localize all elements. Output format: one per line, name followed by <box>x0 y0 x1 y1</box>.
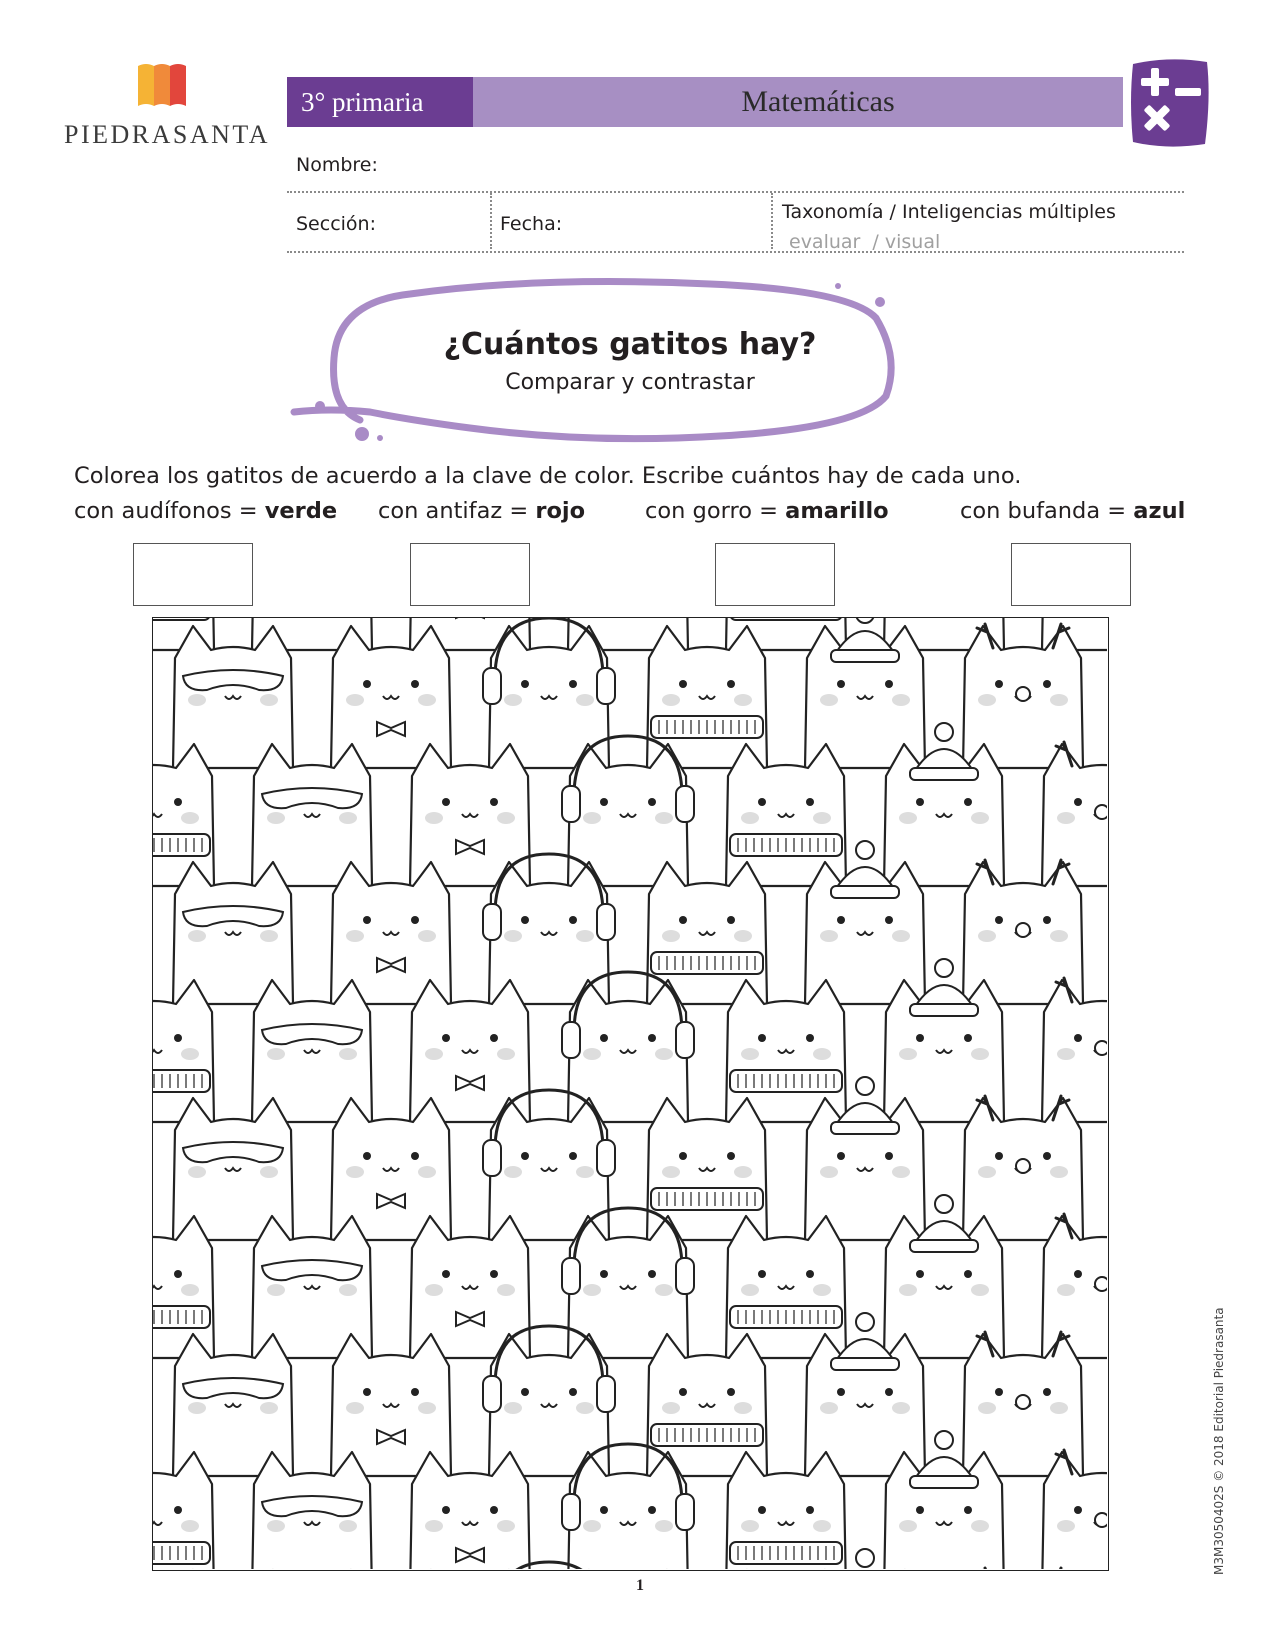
answer-box-hat[interactable] <box>715 543 835 606</box>
math-operations-icon <box>1127 58 1211 150</box>
grade-label: 3° primaria <box>287 77 473 127</box>
color-key-hat <box>645 498 889 524</box>
answer-box-headphones[interactable] <box>133 543 253 606</box>
taxonomy-value: evaluar / visual <box>789 231 941 253</box>
key-color: rojo <box>535 498 586 524</box>
answer-box-mask[interactable] <box>410 543 530 606</box>
section-label: Sección: <box>296 213 376 235</box>
activity-subtitle: Comparar y contrastar <box>505 370 755 395</box>
instruction-text: Colorea los gatitos de acuerdo a la clave de color. Escribe cuántos hay de cada uno. <box>74 463 1022 489</box>
cat-drawing <box>252 1452 372 1569</box>
cat-drawing <box>153 744 214 886</box>
title-bubble <box>290 278 930 450</box>
taxonomy-label: Taxonomía / Inteligencias múltiples <box>782 201 1116 223</box>
activity-title: ¿Cuántos gatitos hay? <box>443 327 817 362</box>
cat-drawing <box>805 1077 925 1240</box>
key-feature: con gorro = <box>645 498 786 524</box>
divider <box>490 193 492 249</box>
cats-illustration <box>153 618 1107 1569</box>
cats-coloring-picture <box>152 617 1109 1571</box>
answer-box-scarf[interactable] <box>1011 543 1131 606</box>
key-color: azul <box>1133 498 1186 524</box>
key-feature: con audífonos = <box>74 498 265 524</box>
color-key-headphones <box>74 498 337 524</box>
cat-drawing <box>805 841 925 1004</box>
name-label: Nombre: <box>296 154 378 176</box>
color-key-mask <box>378 498 585 524</box>
book-logo-icon <box>136 60 190 108</box>
publisher-logo <box>64 60 270 150</box>
color-key-scarf <box>960 498 1185 524</box>
cat-drawing <box>410 1452 530 1569</box>
cat-drawing <box>562 1444 694 1569</box>
key-feature: con antifaz = <box>378 498 536 524</box>
divider <box>287 251 1184 253</box>
cat-drawing <box>153 1452 214 1569</box>
page-number: 1 <box>636 1577 644 1594</box>
cat-drawing <box>726 1452 846 1569</box>
divider <box>287 191 1184 193</box>
cat-drawing <box>153 980 214 1122</box>
divider <box>771 193 773 249</box>
cat-drawing <box>1042 1214 1107 1358</box>
key-color: verde <box>264 498 338 524</box>
copyright-notice: M3M3050402S © 2018 Editorial Piedrasanta <box>1212 1307 1226 1575</box>
cat-drawing <box>805 1313 925 1476</box>
subject-title: Matemáticas <box>741 85 895 118</box>
subject-bar <box>473 77 1123 127</box>
key-color: amarillo <box>785 498 889 524</box>
cat-drawing <box>153 1216 214 1358</box>
cat-drawing <box>1042 978 1107 1122</box>
cat-drawing <box>1042 742 1107 886</box>
key-feature: con bufanda = <box>960 498 1134 524</box>
date-label: Fecha: <box>500 213 563 235</box>
cat-drawing <box>805 618 925 768</box>
brand-name: PIEDRASANTA <box>64 120 270 149</box>
